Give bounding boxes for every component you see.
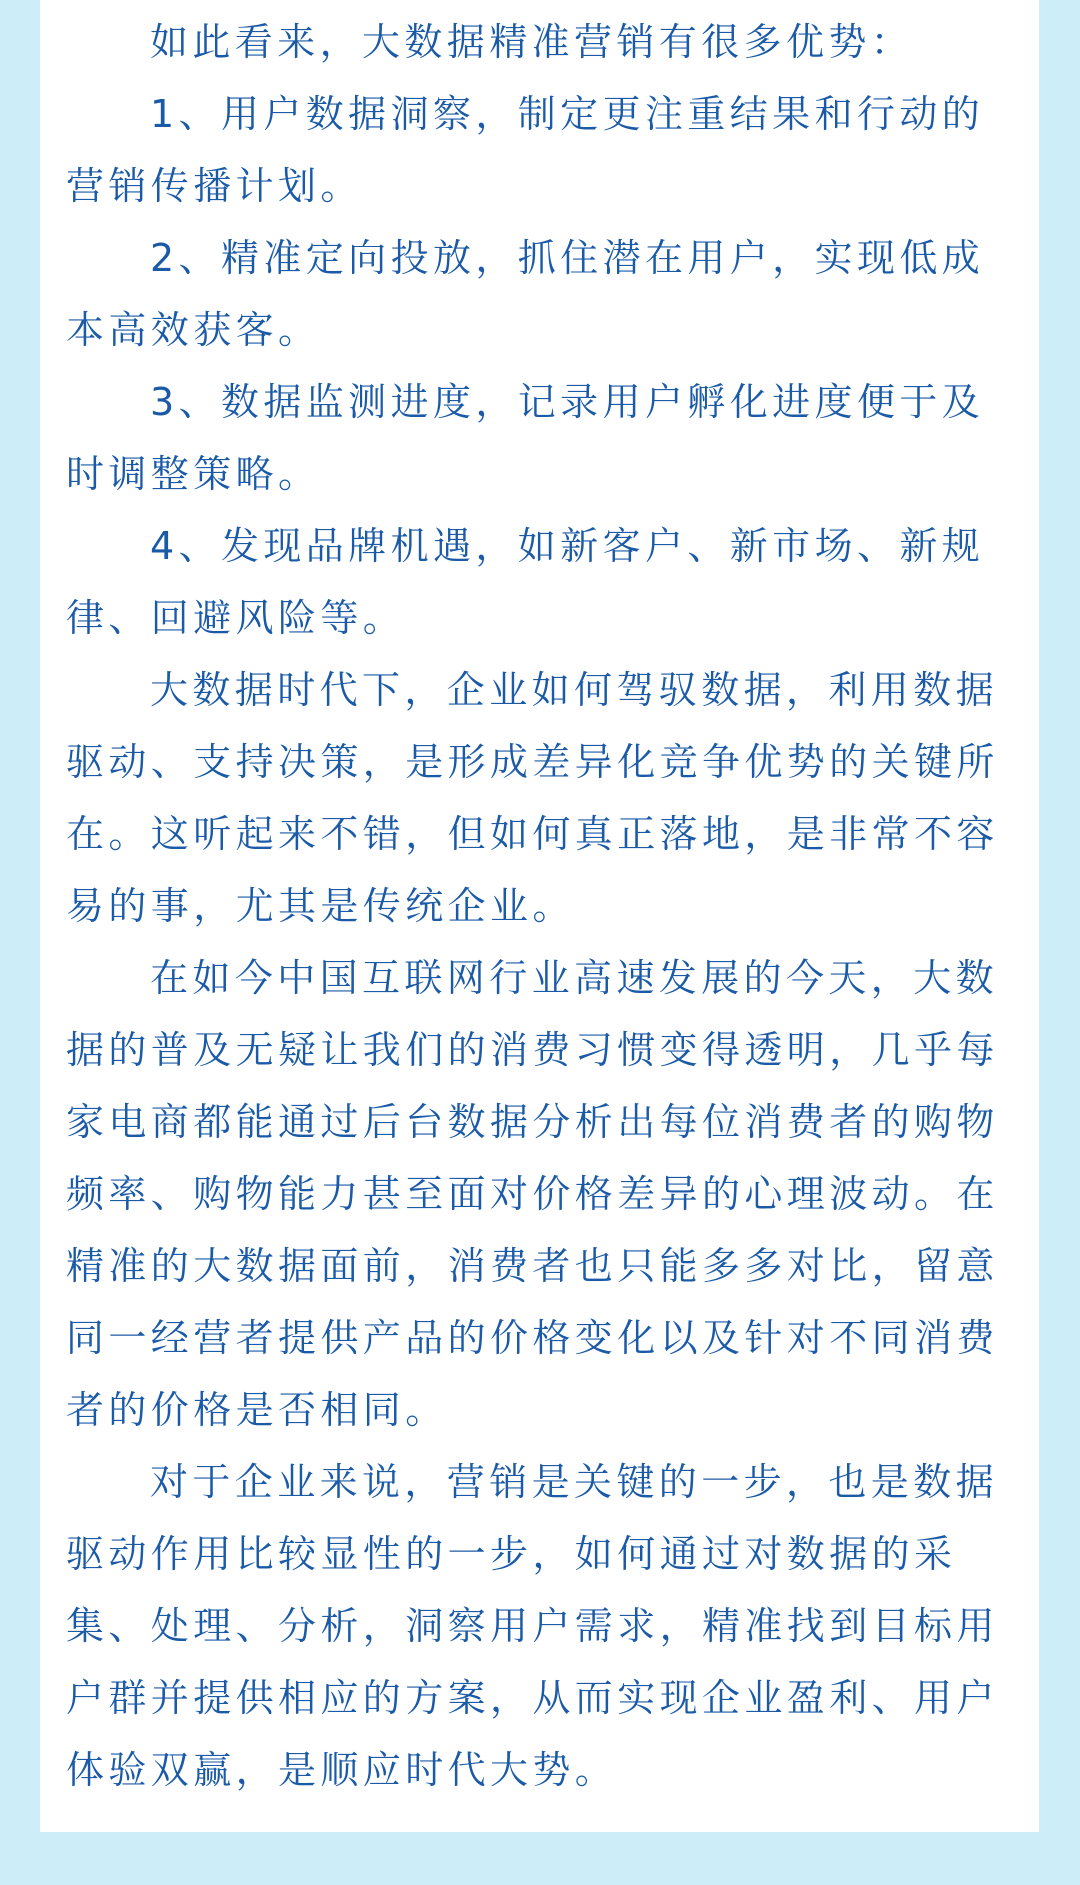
body-paragraph-2: 在如今中国互联网行业高速发展的今天，大数据的普及无疑让我们的消费习惯变得透明，几乎每家电商都能通过后台数据分析出每位消费者的购物频率、购物能力甚至面对价格差异的心理波动。在精准的大数据面前，消费者也只能多多对比，留意同一经营者提供产品的价格变化以及针对不同消费者的价格是否相同。 bbox=[66, 956, 999, 1432]
advantage-item-1: 1、用户数据洞察，制定更注重结果和行动的营销传播计划。 bbox=[66, 92, 985, 208]
article-body bbox=[66, 6, 1012, 1806]
advantage-item-3: 3、数据监测进度，记录用户孵化进度便于及时调整策略。 bbox=[66, 380, 985, 496]
intro-paragraph: 如此看来，大数据精准营销有很多优势： bbox=[150, 20, 914, 64]
advantage-item-4: 4、发现品牌机遇，如新客户、新市场、新规律、回避风险等。 bbox=[66, 524, 985, 640]
advantage-item-2: 2、精准定向投放，抓住潜在用户，实现低成本高效获客。 bbox=[66, 236, 985, 352]
body-paragraph-3: 对于企业来说，营销是关键的一步，也是数据驱动作用比较显性的一步，如何通过对数据的采集、处理、分析，洞察用户需求，精准找到目标用户群并提供相应的方案，从而实现企业盈利、用户体验双赢，是顺应时代大势。 bbox=[66, 1460, 999, 1792]
article-card bbox=[40, 0, 1039, 1832]
body-paragraph-1: 大数据时代下，企业如何驾驭数据，利用数据驱动、支持决策，是形成差异化竞争优势的关键所在。这听起来不错，但如何真正落地，是非常不容易的事，尤其是传统企业。 bbox=[66, 668, 999, 928]
